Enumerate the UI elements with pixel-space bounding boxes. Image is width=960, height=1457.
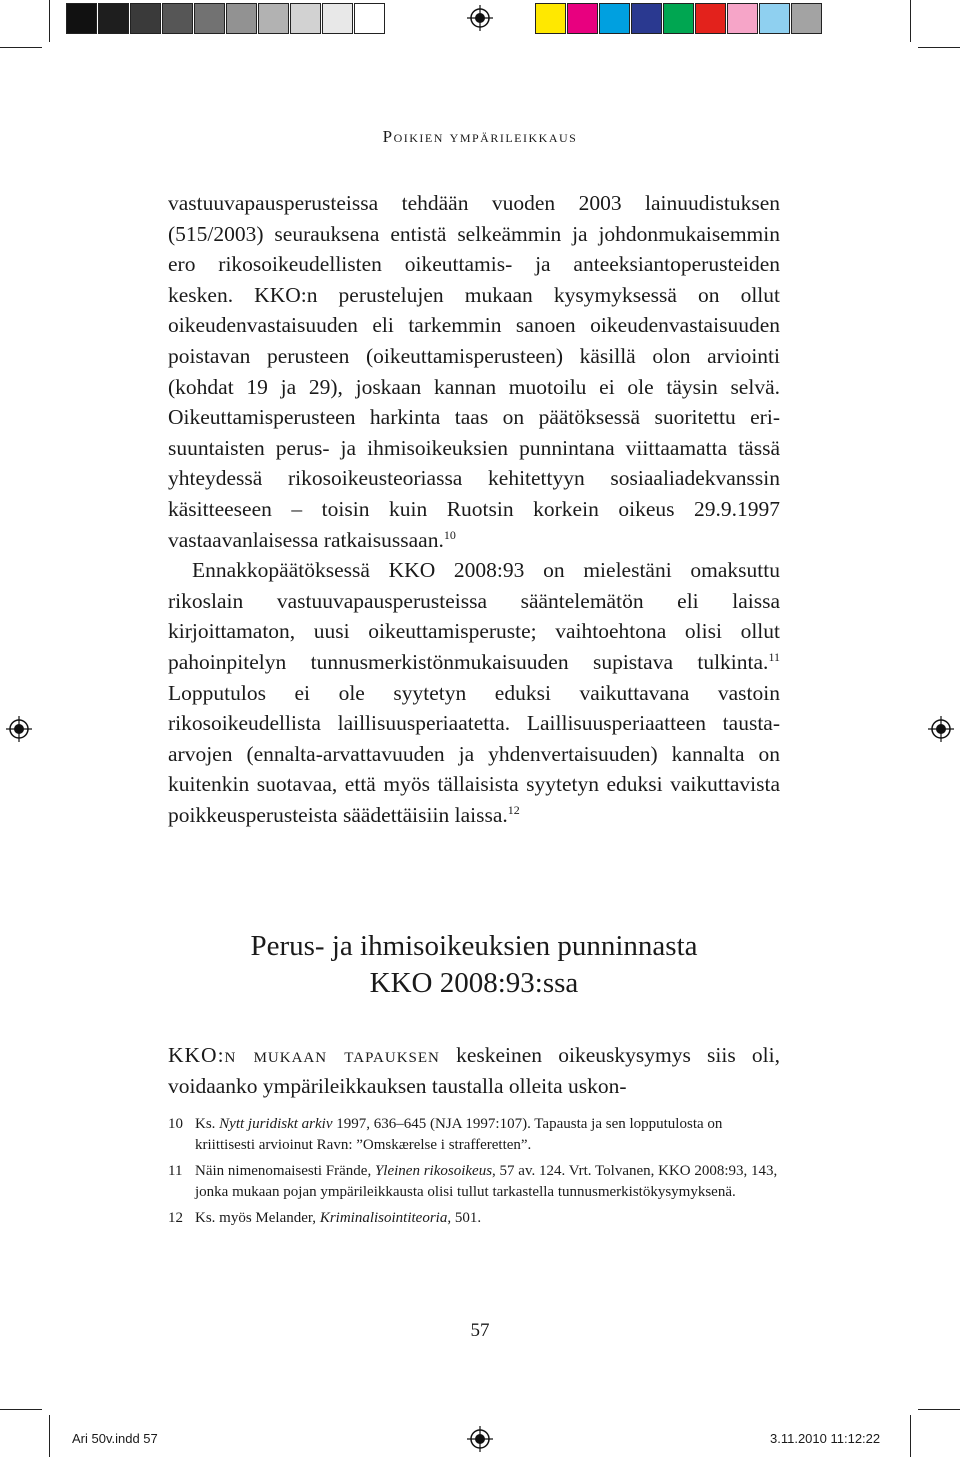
color-swatch xyxy=(759,3,790,34)
registration-mark-icon xyxy=(467,5,493,31)
color-swatch xyxy=(322,3,353,34)
footnote-number: 11 xyxy=(168,1163,183,1179)
footnote-number: 10 xyxy=(168,1116,183,1132)
footnote xyxy=(168,1114,780,1155)
grayscale-color-bar xyxy=(66,3,386,35)
crop-mark xyxy=(910,0,911,42)
slug-filename: Ari 50v.indd 57 xyxy=(72,1431,158,1446)
registration-mark-icon xyxy=(928,716,954,742)
color-swatch xyxy=(695,3,726,34)
footnote-number: 12 xyxy=(168,1210,183,1226)
footnote-text: Ks. Nytt juridiskt arkiv 1997, 636–645 (NJA 1997:107). Tapausta ja sen lopputulosta on kriittisesti arvioinut Ravn: ”Omskærelse i strafferetten”. xyxy=(195,1116,723,1153)
footnote-text: Näin nimenomaisesti Frände, Yleinen rikosoikeus, 57 av. 124. Vrt. Tolvanen, KKO 2008:93, 143, jonka mukaan pojan ympärileikkausta olisi tullut tarkastella tunnusmerkistökysymyksenä. xyxy=(195,1163,778,1200)
paragraph: vastuuvapausperusteissa tehdään vuoden 2003 lainuudistuksen (515/2003) seurauksena entistä selkeämmin ja johdonmukaisemmin ero rikosoikeudellisten oikeuttamis- ja anteeksiantoperusteiden kesken. KKO:n perustelujen mukaan kysymyksessä on ollut oikeudenvastaisuuden eli tarkemmin sanoen oikeudenvastaisuuden poistavan perusteen (oikeuttamisperusteen) käsillä olon arviointi (kohdat 19 ja 29), joskaan kannan muotoilu ei ole täysin selvä. Oikeuttamisperusteen harkinta taas on päätöksessä suoritettu erisuuntaisten perus- ja ihmisoikeuksien punnintana viittaamatta tässä yhteydessä rikosoikeusteoriassa kehitettyyn sosiaaliadekvanssin käsitteeseen – toisin kuin Ruotsin korkein oikeus 29.9.1997 vastaavanlaisessa ratkaisussaan.$^{10}$ xyxy=(168,191,780,552)
color-swatch xyxy=(354,3,385,34)
footnote-reference[interactable]: 11 xyxy=(768,649,780,664)
color-swatch xyxy=(599,3,630,34)
color-swatch xyxy=(791,3,822,34)
slug-timestamp: 3.11.2010 11:12:22 xyxy=(770,1431,881,1446)
color-swatch xyxy=(258,3,289,34)
color-swatch xyxy=(66,3,97,34)
color-swatch xyxy=(631,3,662,34)
footnote-reference[interactable]: 12 xyxy=(507,802,520,817)
color-swatch xyxy=(98,3,129,34)
section-paragraph: KKO:n mukaan tapauksen keskeinen oikeuskysymys siis oli, voidaanko ympärileikkauksen taustalla olleita uskon- xyxy=(168,1043,781,1098)
crop-mark xyxy=(918,47,960,48)
crop-mark xyxy=(918,1409,960,1410)
section-heading: Perus- ja ihmisoikeuksien punninnasta KKO 2008:93:ssa xyxy=(250,930,698,999)
page-number: 57 xyxy=(470,1320,490,1341)
registration-mark-icon xyxy=(467,1426,493,1452)
color-swatch xyxy=(663,3,694,34)
small-caps-lead: KKO:n mukaan tapauksen xyxy=(168,1043,440,1067)
color-swatch xyxy=(727,3,758,34)
color-swatch xyxy=(567,3,598,34)
footnote xyxy=(168,1208,780,1229)
color-swatch xyxy=(130,3,161,34)
footnote-reference[interactable]: 10 xyxy=(443,527,456,542)
body-text xyxy=(168,188,780,830)
running-head: Poikien ympärileikkaus xyxy=(382,127,578,146)
crop-mark xyxy=(49,1415,50,1457)
footnote-text: Ks. myös Melander, Kriminalisointiteoria, 501. xyxy=(195,1210,482,1226)
crop-mark xyxy=(0,47,42,48)
process-color-bar xyxy=(535,3,823,35)
registration-mark-icon xyxy=(6,716,32,742)
color-swatch xyxy=(226,3,257,34)
footnote xyxy=(168,1161,780,1202)
footnotes xyxy=(168,1114,780,1235)
color-swatch xyxy=(194,3,225,34)
paragraph: Ennakkopäätöksessä KKO 2008:93 on mielestäni omaksuttu rikoslain vastuuvapausperusteissa sääntelemätön eli laissa kirjoittamaton, uusi oikeuttamisperuste; vaihtoehtona olisi ollut pahoinpitelyn tunnusmerkistönmukaisuuden supistava tulkinta.$^{11}$ Lopputulos ei ole syytetyn eduksi vaikuttavana vastoin rikosoikeudellista laillisuusperiaatetta. Laillisuusperiaatteen tausta-arvojen (ennalta-arvattavuuden ja yhdenvertaisuuden) kannalta on kuitenkin suotavaa, että myös tällaisista syytetyn eduksi vaikuttavista poikkeusperusteista säädettäisiin laissa.$^{12}$ xyxy=(168,558,780,827)
crop-mark xyxy=(49,0,50,42)
color-swatch xyxy=(535,3,566,34)
color-swatch xyxy=(290,3,321,34)
color-swatch xyxy=(162,3,193,34)
crop-mark xyxy=(910,1415,911,1457)
crop-mark xyxy=(0,1409,42,1410)
